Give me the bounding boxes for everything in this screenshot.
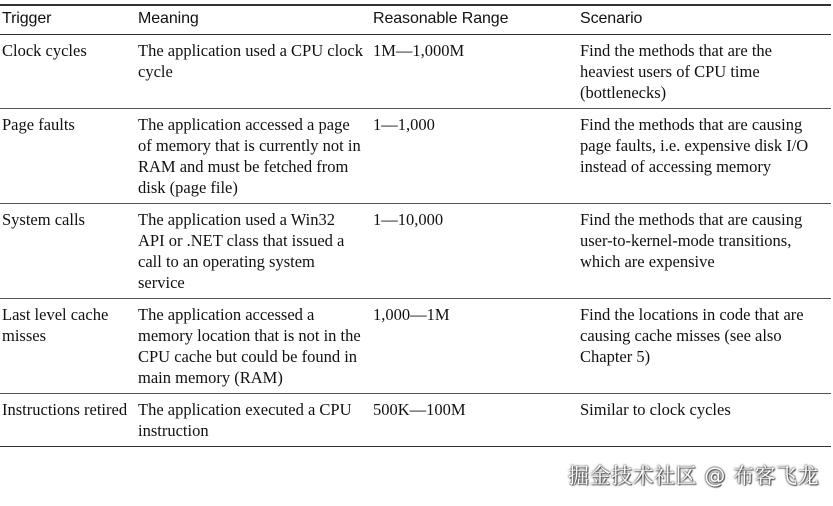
cell-meaning: The application used a Win32 API or .NET class that issued a call to an operating system service	[136, 204, 371, 299]
cell-range: 1M—1,000M	[371, 35, 578, 109]
trigger-table	[0, 4, 831, 447]
cell-scenario: Find the methods that are the heaviest users of CPU time (bottlenecks)	[578, 35, 831, 109]
cell-scenario: Find the locations in code that are causing cache misses (see also Chapter 5)	[578, 299, 831, 394]
cell-scenario: Similar to clock cycles	[578, 394, 831, 447]
cell-trigger: Page faults	[0, 109, 136, 204]
header-scenario: Scenario	[578, 5, 831, 35]
cell-trigger: System calls	[0, 204, 136, 299]
cell-meaning: The application executed a CPU instruction	[136, 394, 371, 447]
table-row	[0, 35, 831, 109]
table-row	[0, 299, 831, 394]
cell-trigger: Last level cache misses	[0, 299, 136, 394]
cell-meaning: The application used a CPU clock cycle	[136, 35, 371, 109]
cell-trigger: Instructions retired	[0, 394, 136, 447]
header-trigger: Trigger	[0, 5, 136, 35]
cell-meaning: The application accessed a page of memory that is currently not in RAM and must be fetched from disk (page file)	[136, 109, 371, 204]
table-row	[0, 204, 831, 299]
cell-range: 500K—100M	[371, 394, 578, 447]
table-row	[0, 109, 831, 204]
cell-range: 1—1,000	[371, 109, 578, 204]
cell-trigger: Clock cycles	[0, 35, 136, 109]
header-range: Reasonable Range	[371, 5, 578, 35]
watermark: 掘金技术社区 @ 布客飞龙	[568, 464, 819, 488]
table-row	[0, 394, 831, 447]
cell-range: 1—10,000	[371, 204, 578, 299]
cell-scenario: Find the methods that are causing page faults, i.e. expensive disk I/O instead of accessing memory	[578, 109, 831, 204]
cell-range: 1,000—1M	[371, 299, 578, 394]
header-meaning: Meaning	[136, 5, 371, 35]
cell-meaning: The application accessed a memory location that is not in the CPU cache but could be found in main memory (RAM)	[136, 299, 371, 394]
table-header	[0, 5, 831, 35]
table-body	[0, 35, 831, 447]
header-row	[0, 5, 831, 35]
cell-scenario: Find the methods that are causing user-to-kernel-mode transitions, which are expensive	[578, 204, 831, 299]
